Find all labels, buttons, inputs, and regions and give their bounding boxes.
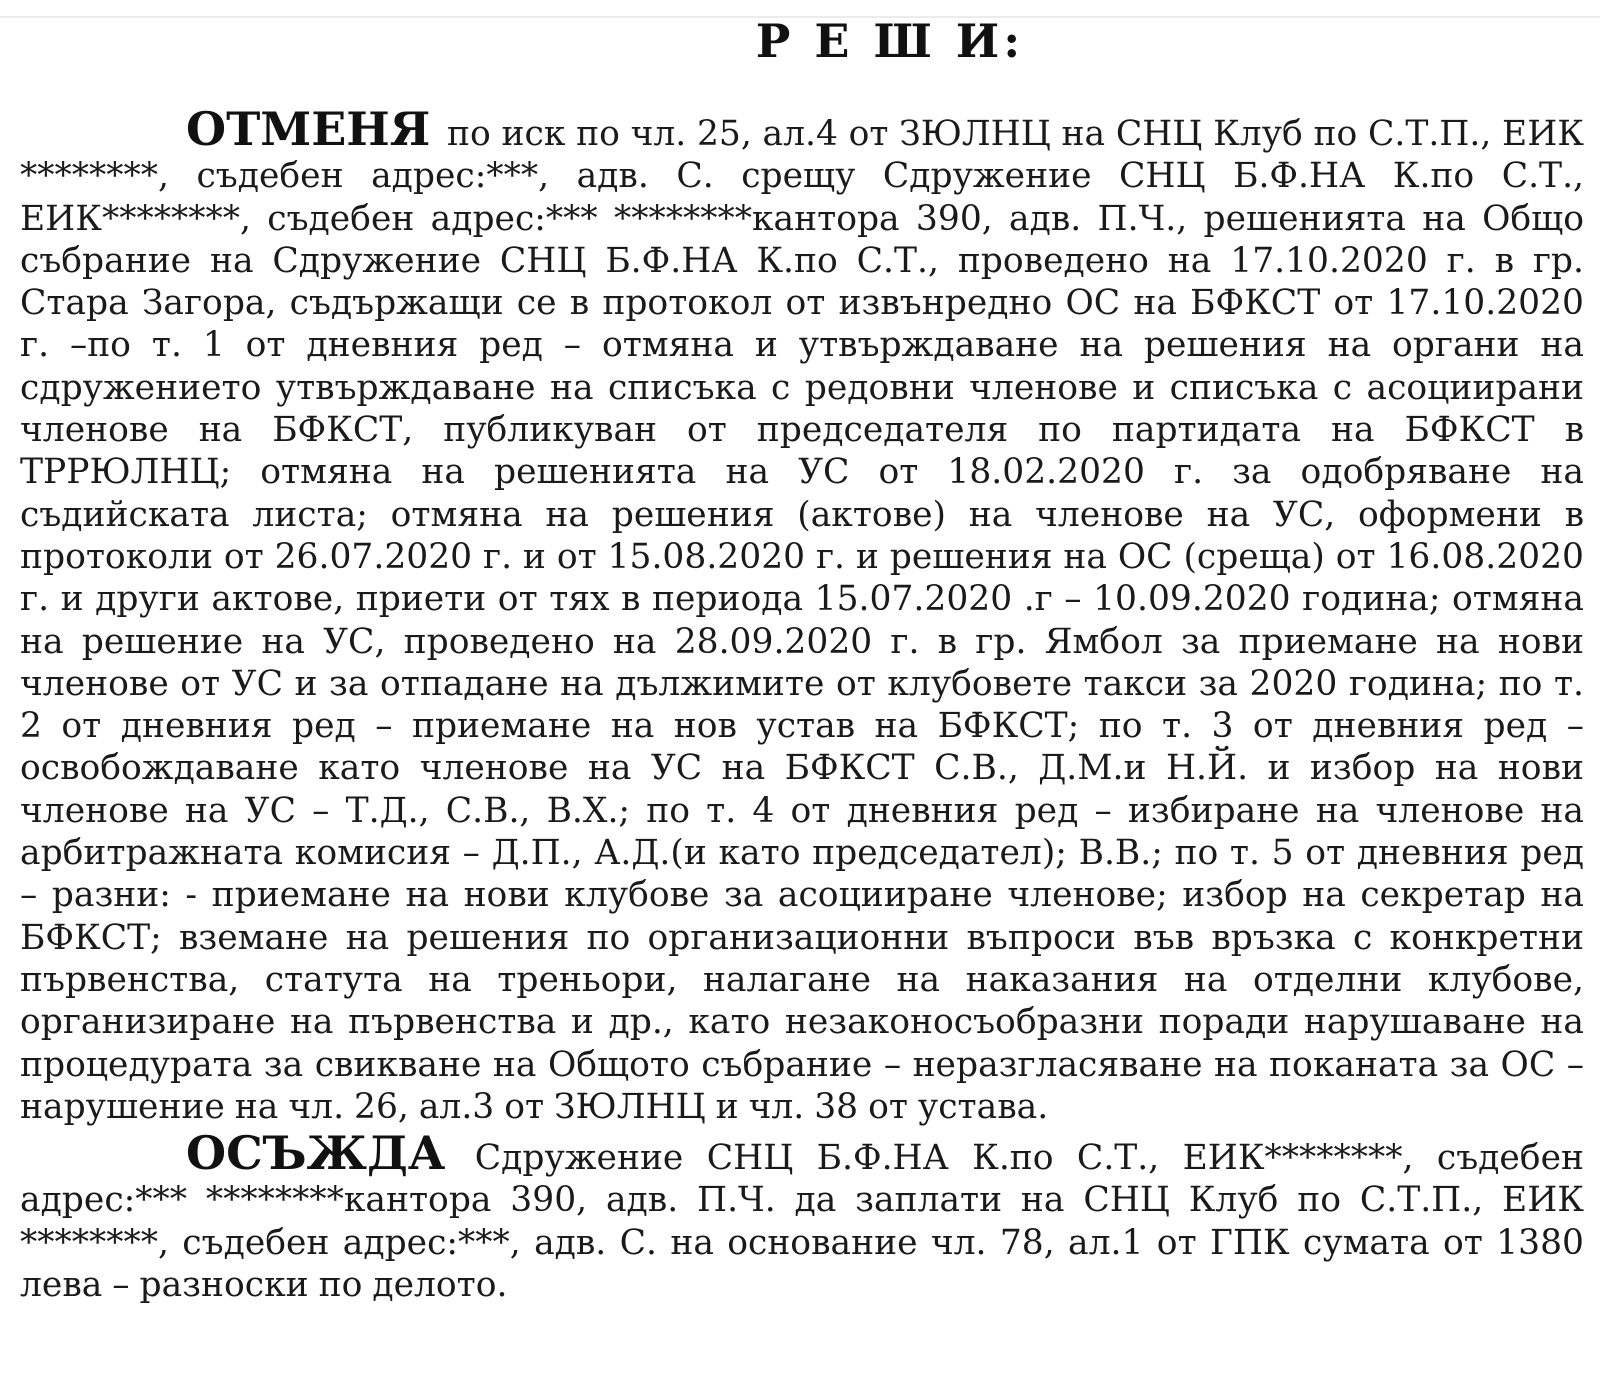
document-body xyxy=(20,102,1585,1306)
decision-heading: Р Е Ш И: xyxy=(755,14,1025,68)
paragraph-orders-text: Сдружение СНЦ Б.Ф.НА К.по С.Т., ЕИК********, съдебен адрес:*** ********кантора 390, адв. П.Ч. да заплати на СНЦ Клуб по С.Т.П., ЕИК ********, съдебен адрес:***, адв. С. на основание чл. 78, ал.1 от ГПК сумата от 1380 лева – разноски по делото. xyxy=(20,1138,1584,1306)
paragraph-annuls xyxy=(20,102,1585,1128)
paragraph-orders xyxy=(20,1126,1584,1306)
paragraph-orders-lead: ОСЪЖДА xyxy=(186,1126,446,1181)
paragraph-annuls-lead: ОТМЕНЯ xyxy=(186,102,431,156)
paragraph-annuls-text: по иск по чл. 25, ал.4 от ЗЮЛНЦ на СНЦ Клуб по С.Т.П., ЕИК ********, съдебен адрес:***, адв. С. срещу Сдружение СНЦ Б.Ф.НА К.по С.Т., ЕИК********, съдебен адрес:*** ********кантора 390, адв. П.Ч., решенията на Общо събрание на Сдружение СНЦ Б.Ф.НА К.по С.Т., проведено на 17.10.2020 г. в гр. Стара Загора, съдържащи се в протокол от извънредно ОС на БФКСТ от 17.10.2020 г. –по т. 1 от дневния ред – отмяна и утвърждаване на решения на органи на сдружението утвърждаване на списъка с редовни членове и списъка с асоциирани членове на БФКСТ, публикуван от председателя по партидата на БФКСТ в ТРРЮЛНЦ; отмяна на решенията на УС от 18.02.2020 г. за одобряване на съдийската листа; отмяна на решения (актове) на членове на УС, оформени в протоколи от 26.07.2020 г. и от 15.08.2020 г. и решения на ОС (среща) от 16.08.2020 г. и други актове, приети от тях в периода 15.07.2020 .г – 10.09.2020 година; отмяна на решение на УС, проведено на 28.09.2020 г. в гр. Ямбол за приемане на нови членове от УС и за отпадане на дължимите от клубовете такси за 2020 година; по т. 2 от дневния ред – приемане на нов устав на БФКСТ; по т. 3 от дневния ред – освобождаване като членове на УС на БФКСТ С.В., Д.М.и Н.Й. и избор на нови членове на УС – Т.Д., С.В., В.Х.; по т. 4 от дневния ред – избиране на членове на арбитражната комисия – Д.П., А.Д.(и като председател); В.В.; по т. 5 от дневния ред – разни: - приемане на нови клубове за асоцииране членове; избор на секретар на БФКСТ; вземане на решения по организационни въпроси във връзка с конкретни първенства, статута на треньори, налагане на наказания на отделни клубове, организиране на първенства и др., като незаконосъобразни поради нарушаване на процедурата за свикване на Общото събрание – неразгласяване на поканата за ОС – нарушение на чл. 26, ал.3 от ЗЮЛНЦ и чл. 38 от устава. xyxy=(20,114,1585,1127)
